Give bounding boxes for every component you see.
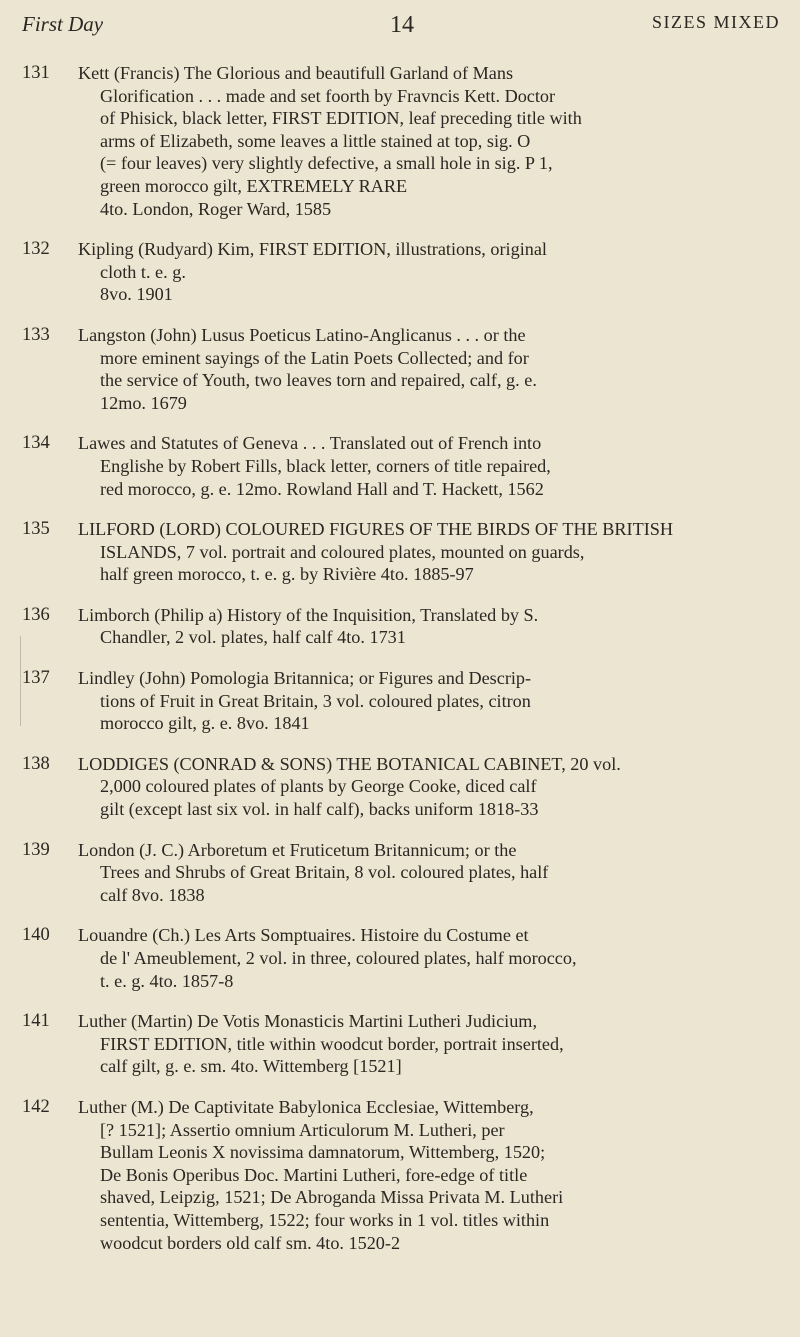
page-number: 14 (390, 12, 414, 38)
header-day: First Day (22, 12, 104, 36)
lot-text-line: Kett (Francis) The Glorious and beautifull Garland of Mans (78, 63, 514, 83)
lot-text-line: Englishe by Robert Fills, black letter, corners of title repaired, (100, 455, 551, 476)
lot-text-line: de l' Ameublement, 2 vol. in three, coloured plates, half morocco, (100, 948, 577, 968)
lot-number: 136 (22, 604, 50, 625)
page-header (22, 12, 780, 46)
lot-text-line: (= four leaves) very slightly defective, a small hole in sig. P 1, (100, 153, 553, 174)
lot-number: 142 (22, 1096, 50, 1117)
lot-number: 141 (22, 1011, 50, 1032)
lot-entry (22, 1096, 778, 1254)
lot-text-line: arms of Elizabeth, some leaves a little stained at top, sig. O (100, 130, 531, 151)
lot-text-line: 2,000 coloured plates of plants by George Cooke, diced calf (100, 776, 537, 797)
lot-text-line: green morocco gilt, EXTREMELY RARE (100, 175, 408, 196)
lot-text-line: Langston (John) Lusus Poeticus Latino-Anglicanus . . . or the (78, 324, 526, 345)
lot-text-line: tions of Fruit in Great Britain, 3 vol. coloured plates, citron (100, 690, 531, 711)
lot-number: 135 (22, 519, 50, 540)
lot-number: 139 (22, 839, 50, 860)
lot-entry (22, 924, 778, 992)
lot-text-line: 12mo. 1679 (100, 392, 187, 413)
lot-text-line: Lawes and Statutes of Geneva . . . Translated out of French into (78, 433, 542, 454)
lot-text-line: half green morocco, t. e. g. by Rivière 4to. 1885-97 (100, 564, 474, 585)
lot-text-line: more eminent sayings of the Latin Poets Collected; and for (100, 347, 529, 368)
lot-entry (22, 62, 778, 220)
lot-text-line: ISLANDS, 7 vol. portrait and coloured plates, mounted on guards, (100, 541, 585, 562)
lot-text-line: Glorification . . . made and set foorth by Fravncis Kett. Doctor (100, 85, 556, 106)
lot-text-line: 4to. London, Roger Ward, 1585 (100, 198, 332, 219)
lot-entry (22, 1010, 778, 1078)
lot-text-line: shaved, Leipzig, 1521; De Abroganda Missa Privata M. Lutheri (100, 1187, 564, 1208)
lot-list (22, 62, 778, 1272)
lot-text-line: Trees and Shrubs of Great Britain, 8 vol. coloured plates, half (100, 862, 549, 883)
lot-text-line: [? 1521]; Assertio omnium Articulorum M. Lutheri, per (100, 1119, 505, 1140)
lot-text-line: 8vo. 1901 (100, 284, 173, 305)
lot-text-line: morocco gilt, g. e. 8vo. 1841 (100, 713, 310, 734)
lot-number: 140 (22, 925, 50, 946)
lot-text-line: Luther (M.) De Captivitate Babylonica Ecclesiae, Wittemberg, (78, 1096, 534, 1117)
lot-number: 133 (22, 324, 50, 345)
lot-text-line: Limborch (Philip a) History of the Inquisition, Translated by S. (78, 604, 539, 625)
lot-text-line: the service of Youth, two leaves torn and repaired, calf, g. e. (100, 370, 537, 391)
lot-text-line: woodcut borders old calf sm. 4to. 1520-2 (100, 1232, 401, 1253)
lot-text-line: De Bonis Operibus Doc. Martini Lutheri, fore-edge of title (100, 1164, 528, 1185)
lot-text-line: t. e. g. 4to. 1857-8 (100, 970, 234, 991)
lot-entry (22, 667, 778, 735)
lot-entry (22, 839, 778, 907)
lot-text-line: Bullam Leonis X novissima damnatorum, Wittemberg, 1520; (100, 1142, 546, 1163)
lot-number: 132 (22, 239, 50, 260)
lot-text-line: London (J. C.) Arboretum et Fruticetum Britannicum; or the (78, 839, 517, 860)
lot-entry (22, 604, 778, 649)
lot-entry (22, 753, 778, 821)
lot-entry (22, 518, 778, 586)
lot-text-line: gilt (except last six vol. in half calf), backs uniform 1818-33 (100, 799, 539, 820)
lot-text-line: LODDIGES (CONRAD & SONS) THE BOTANICAL CABINET, 20 vol. (78, 753, 621, 774)
lot-text-line: of Phisick, black letter, FIRST EDITION, leaf preceding title with (100, 108, 582, 129)
lot-text-line: LILFORD (LORD) COLOURED FIGURES OF THE BIRDS OF THE BRITISH (78, 519, 674, 540)
lot-text-line: Chandler, 2 vol. plates, half calf 4to. 1731 (100, 627, 406, 648)
lot-number: 138 (22, 753, 50, 774)
lot-text-line: cloth t. e. g. (100, 261, 186, 282)
lot-text-line: sententia, Wittemberg, 1522; four works in 1 vol. titles within (100, 1209, 550, 1230)
lot-entry (22, 324, 778, 414)
lot-text-line: red morocco, g. e. 12mo. Rowland Hall and T. Hackett, 1562 (100, 478, 544, 499)
header-sizes: SIZES MIXED (652, 12, 780, 32)
lot-number: 131 (22, 63, 50, 83)
margin-annotation (0, 636, 21, 726)
lot-text-line: FIRST EDITION, title within woodcut border, portrait inserted, (100, 1033, 564, 1054)
lot-number: 137 (22, 668, 50, 689)
lot-text-line: Luther (Martin) De Votis Monasticis Martini Lutheri Judicium, (78, 1011, 538, 1032)
lot-text-line: Louandre (Ch.) Les Arts Somptuaires. Histoire du Costume et (78, 925, 529, 946)
lot-text-line: Lindley (John) Pomologia Britannica; or Figures and Descrip- (78, 668, 532, 689)
lot-text-line: calf 8vo. 1838 (100, 884, 205, 905)
lot-text-line: calf gilt, g. e. sm. 4to. Wittemberg [1521] (100, 1056, 402, 1077)
lot-entry (22, 432, 778, 500)
lot-number: 134 (22, 433, 50, 454)
lot-text-line: Kipling (Rudyard) Kim, FIRST EDITION, illustrations, original (78, 239, 547, 260)
lot-entry (22, 238, 778, 306)
